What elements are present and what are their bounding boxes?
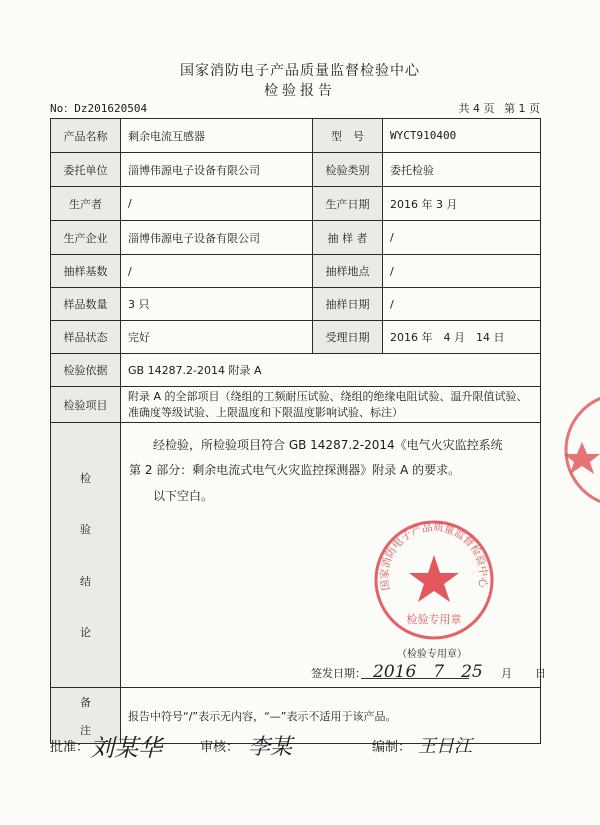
- label-test-items: 检验项目: [51, 387, 121, 423]
- stamp-sub-text: 检验专用章: [406, 613, 462, 626]
- page-number: 第 1 页: [504, 102, 540, 115]
- value-test-type: 委托检验: [383, 153, 541, 187]
- row-sample-quantity: [51, 288, 541, 321]
- value-sample-quantity: 3 只: [121, 288, 313, 321]
- row-product-name: [51, 119, 541, 153]
- row-test-items: [51, 387, 541, 423]
- month-label: 月: [501, 667, 512, 680]
- value-acceptance-date: 2016 年 4 月 14 日: [383, 321, 541, 354]
- label-client: 委托单位: [51, 153, 121, 187]
- conclusion-text: 经检验，所检验项目符合 GB 14287.2-2014《电气火灾监控系统 第 2 部分：剩余电流式电气火灾监控探测器》附录 A 的要求。: [129, 438, 515, 477]
- report-number: No：Dz201620504: [50, 102, 148, 115]
- conclusion-content: [121, 423, 546, 687]
- value-sample-state: 完好: [121, 321, 313, 354]
- compile-label: 编制：: [372, 740, 412, 755]
- label-conclusion: [51, 423, 121, 688]
- org-name: 国家消防电子产品质量监督检验中心: [180, 63, 420, 79]
- conclusion-char-1: 检: [80, 472, 91, 485]
- label-sampling-date: 抽样日期: [313, 288, 383, 321]
- value-sampling-location: /: [383, 255, 541, 288]
- page-info: [453, 100, 541, 116]
- label-manufacturer: 生产企业: [51, 221, 121, 255]
- report-title: 检验报告: [264, 83, 336, 99]
- report-table: [50, 118, 546, 744]
- remarks-char-1: 备: [80, 695, 91, 709]
- value-producer: /: [121, 187, 313, 221]
- row-basis: [51, 354, 541, 387]
- label-acceptance-date: 受理日期: [313, 321, 383, 354]
- conclusion-char-3: 结: [80, 574, 91, 588]
- report-meta: [50, 100, 540, 116]
- row-conclusion: [51, 423, 541, 688]
- edge-seal-stamp: [560, 380, 600, 520]
- row-manufacturer: [51, 221, 541, 255]
- value-test-items: 附录 A 的全部项目（绕组的工频耐压试验、绕组的绝缘电阻试验、温升限值试验、准确度等级试验、上限温度和下限温度影响试验、标注）: [121, 387, 541, 423]
- conclusion-label-chars: [58, 470, 113, 640]
- value-sampler: /: [383, 221, 541, 255]
- inspection-seal-stamp: [369, 515, 499, 645]
- value-client: 淄博伟源电子设备有限公司: [121, 153, 313, 187]
- label-test-type: 检验类别: [313, 153, 383, 187]
- approve-label: 批准：: [50, 740, 90, 755]
- label-sampler: 抽 样 者: [313, 221, 383, 255]
- conclusion-char-4: 论: [80, 625, 91, 639]
- conclusion-blank-note: 以下空白。: [153, 489, 214, 503]
- stamp-caption: （检验专用章）: [397, 649, 467, 660]
- label-basis: 检验依据: [51, 354, 121, 387]
- value-manufacturer: 淄博伟源电子设备有限公司: [121, 221, 313, 255]
- value-sampling-base: /: [121, 255, 313, 288]
- issue-date-label: 签发日期：: [311, 667, 366, 680]
- remarks-char-2: 注: [80, 723, 91, 737]
- row-client: [51, 153, 541, 187]
- compile-signature: 王日江: [418, 736, 472, 757]
- total-pages: 共 4 页: [458, 102, 495, 115]
- approve-signature: 刘某华: [90, 734, 162, 762]
- star-icon: [409, 555, 459, 602]
- label-product-name: 产品名称: [51, 119, 121, 153]
- row-sample-state: [51, 321, 541, 354]
- issue-date-handwritten: 2016 7 25: [373, 662, 483, 682]
- conclusion-cell: [121, 423, 546, 688]
- stamp-ring-text: 国家消防电子产品质量监督检验中心: [378, 521, 490, 592]
- row-producer: [51, 187, 541, 221]
- signature-row: [50, 730, 540, 770]
- value-production-date: 2016 年 3 月: [383, 187, 541, 221]
- value-basis: GB 14287.2-2014 附录 A: [121, 354, 541, 387]
- value-sampling-date: /: [383, 288, 541, 321]
- label-producer: 生产者: [51, 187, 121, 221]
- day-label: 日: [535, 667, 546, 680]
- value-product-name: 剩余电流互感器: [121, 119, 313, 153]
- label-sample-quantity: 样品数量: [51, 288, 121, 321]
- remarks-text: 报告中符号“/”表示无内容，“—”表示不适用于该产品。: [121, 688, 541, 744]
- label-production-date: 生产日期: [313, 187, 383, 221]
- label-sampling-location: 抽样地点: [313, 255, 383, 288]
- label-sampling-base: 抽样基数: [51, 255, 121, 288]
- value-model: WYCT910400: [383, 119, 541, 153]
- row-sampling-base: [51, 255, 541, 288]
- review-label: 审核：: [200, 740, 240, 755]
- review-signature: 李某: [248, 735, 293, 760]
- label-sample-state: 样品状态: [51, 321, 121, 354]
- conclusion-char-2: 验: [80, 523, 91, 537]
- label-model: 型 号: [313, 119, 383, 153]
- issue-date-row: [311, 662, 551, 685]
